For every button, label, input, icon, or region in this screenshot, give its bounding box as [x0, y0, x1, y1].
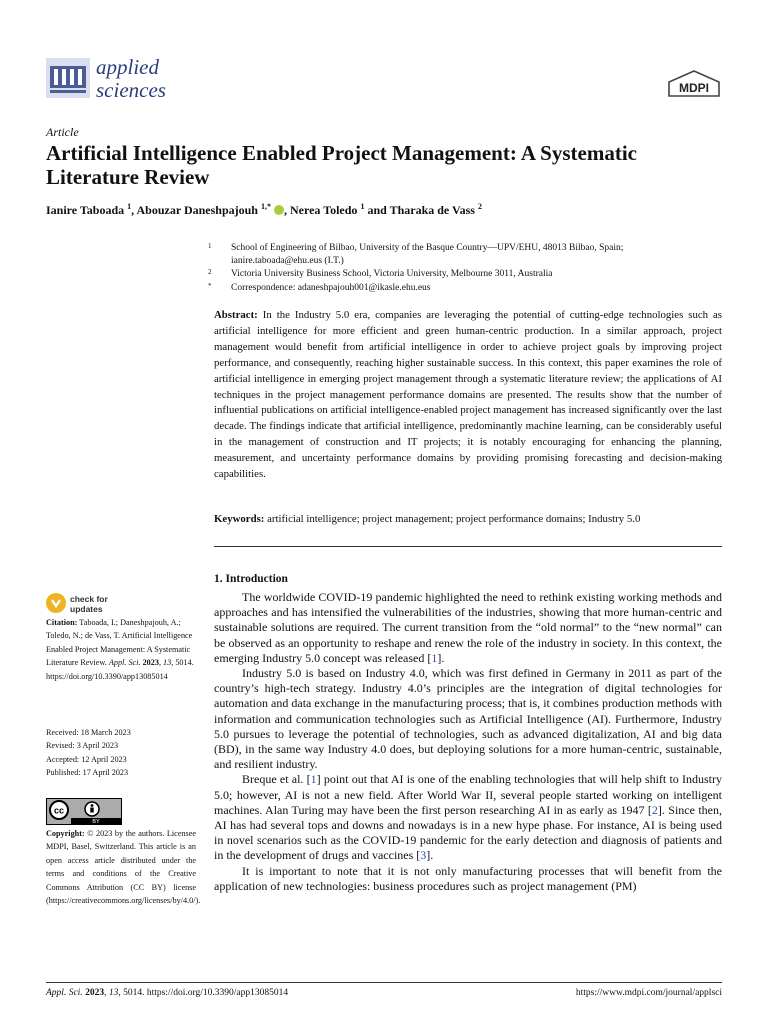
copyright-block: Copyright: © 2023 by the authors. Licensee MDPI, Basel, Switzerland. This article is an open access article distributed under the terms and conditions of the Creative Commons Attribution (CC BY) license (https://creativecommons.org/licenses/by/4.0/). [46, 829, 201, 906]
keywords-text: artificial intelligence; project management; project performance domains; Industry 5.0 [264, 513, 641, 525]
cc-by-license-icon[interactable] [46, 798, 122, 825]
revised-date: Revised: 3 April 2023 [46, 741, 119, 751]
affiliation-2: 2 Victoria University Business School, Victoria University, Melbourne 3011, Australia [208, 268, 553, 279]
citation-block: Citation: Taboada, I.; Daneshpajouh, A.; Toledo, N.; de Vass, T. Artificial Intelligence Enabled Project Management: A Systematic Literature Review. Appl. Sci. 2023, 13, 5014. https://doi.org/10.3390/app13085014 [46, 618, 194, 681]
check-for-updates-icon [46, 593, 66, 613]
author-affiliation-mark: 2 [477, 202, 482, 211]
keywords-label: Keywords: [214, 513, 265, 525]
mdpi-logo-text: MDPI [679, 81, 709, 95]
abstract-label: Abstract: [214, 309, 258, 321]
footer-citation: Appl. Sci. 2023, 13, 5014. https://doi.org/10.3390/app13085014 [46, 988, 289, 998]
author-affiliation-mark: 1 [127, 202, 132, 211]
reference-link[interactable]: 1 [431, 650, 438, 665]
introduction-body [214, 590, 722, 894]
paragraph: Industry 5.0 is based on Industry 4.0, which was first defined in Germany in 2011 as part of the country’s high-tech strategy. Industry 4.0’s principles are the integration of digital technologies for automation and data exchange in the manufacturing process; that is, it combines production methods with information and communication technologies such as Artificial Intelligence (AI). Furthermore, Industry 5.0 pursues to leverage the potential of technologies, such as advanced digitalization, AI and big data (BD), in the same way Industry 4.0 does, but deploying solutions for a more human-centric, sustainable, and resilient industry. [214, 666, 722, 772]
reference-link[interactable]: 1 [310, 772, 317, 787]
accepted-date: Accepted: 12 April 2023 [46, 754, 127, 764]
author-affiliation-mark: 1 [360, 202, 365, 211]
check-for-updates-line1: check for [70, 594, 108, 604]
reference-link[interactable]: 3 [420, 848, 427, 863]
paragraph: The worldwide COVID-19 pandemic highlighted the need to rethink existing working methods and approaches and has intensified the vulnerabilities of the industries, showing that more human-centric and sustainable solutions are required. The current transition from the “old normal” to the “new normal” can be observed as an opportunity to reshape and renew the role of the industry in society. In this context, the emerging Industry 5.0 concept was released [1]. [214, 590, 722, 665]
author-name: Abouzar Daneshpajouh [136, 203, 258, 217]
article-type: Article [46, 125, 79, 139]
affiliation-1: 1 School of Engineering of Bilbao, University of the Basque Country—UPV/EHU, 48013 Bilbao, Spain; ianire.taboada@ehu.eus (I.T.) [208, 242, 624, 266]
footer-journal-url[interactable]: https://www.mdpi.com/journal/applsci [575, 988, 722, 998]
journal-name [96, 56, 166, 102]
received-date: Received: 18 March 2023 [46, 728, 131, 737]
published-date: Published: 17 April 2023 [46, 768, 129, 778]
dates-block [46, 726, 196, 780]
author-name: Nerea Toledo [289, 203, 358, 217]
journal-name-line2: sciences [96, 78, 166, 102]
keywords [214, 513, 722, 525]
paragraph: It is important to note that it is not only manufacturing processes that will benefit from the application of new technologies: business procedures such as project management (PM) [214, 863, 722, 893]
divider [214, 546, 722, 547]
svg-text:cc: cc [53, 805, 65, 816]
abstract-text: In the Industry 5.0 era, companies are leveraging the potential of cutting-edge technologies such as artificial intelligence for more efficient and green human-centric production. In a similar approach, project management would benefit from artificial intelligence in order to achieve project goals by improving project performance, and consequently, reaching higher sustainable success. In this context, this paper examines the role of artificial intelligence in emerging project management through a systematic literature review; the applications of AI techniques in the project management performance domains are presented. The results show that the number of influential publications on artificial intelligence-enabled project management has increased significantly over the last decade. The findings indicate that artificial intelligence, predominantly machine learning, can be considerably useful in the management of construction and IT projects; it is notably encouraging for enhancing the planning, measurement, and uncertainty performance domains by providing promising forecasting and decision-making capabilities. [214, 309, 722, 481]
journal-logo-icon [46, 58, 90, 98]
correspondence: * Correspondence: adaneshpajouh001@ikasle.ehu.eus [208, 282, 431, 293]
author-name: Ianire Taboada [46, 203, 125, 217]
author-name: Tharaka de Vass [389, 203, 475, 217]
abstract [214, 308, 722, 483]
paragraph: Breque et al. [1] point out that AI is one of the enabling technologies that will help shift to Industry 5.0; however, AI is not a new field. After World War II, several people started working on intelligent machines. Alan Turing may have been the first person researching AI in as early as 1947 [2]. Since then, AI has had several tops and downs and nowadays is in a new hype phase. For instance, AI is being used in novel scenarios such as the COVID-19 pandemic for the early detection and diagnosis of patients and in the development of drugs and vaccines [3]. [214, 772, 723, 863]
reference-link[interactable]: 2 [651, 802, 658, 817]
check-for-updates-badge[interactable] [46, 593, 136, 615]
footer-divider [46, 982, 722, 983]
paper-title: Artificial Intelligence Enabled Project Management: A Systematic Literature Review [46, 141, 637, 189]
mdpi-logo-icon [667, 70, 721, 98]
author-affiliation-mark: 1,* [260, 202, 271, 211]
cc-by-label: BY [92, 819, 100, 824]
section-heading: 1. Introduction [214, 573, 288, 585]
check-for-updates-line2: updates [70, 604, 103, 614]
journal-name-line1: applied [96, 55, 159, 79]
orcid-icon[interactable] [274, 205, 284, 215]
author-list: Ianire Taboada $^1$, Abouzar Daneshpajouh $^{1,*}$ , Nerea Toledo $^1$ and Tharaka de Vass $^2$ [46, 202, 482, 217]
